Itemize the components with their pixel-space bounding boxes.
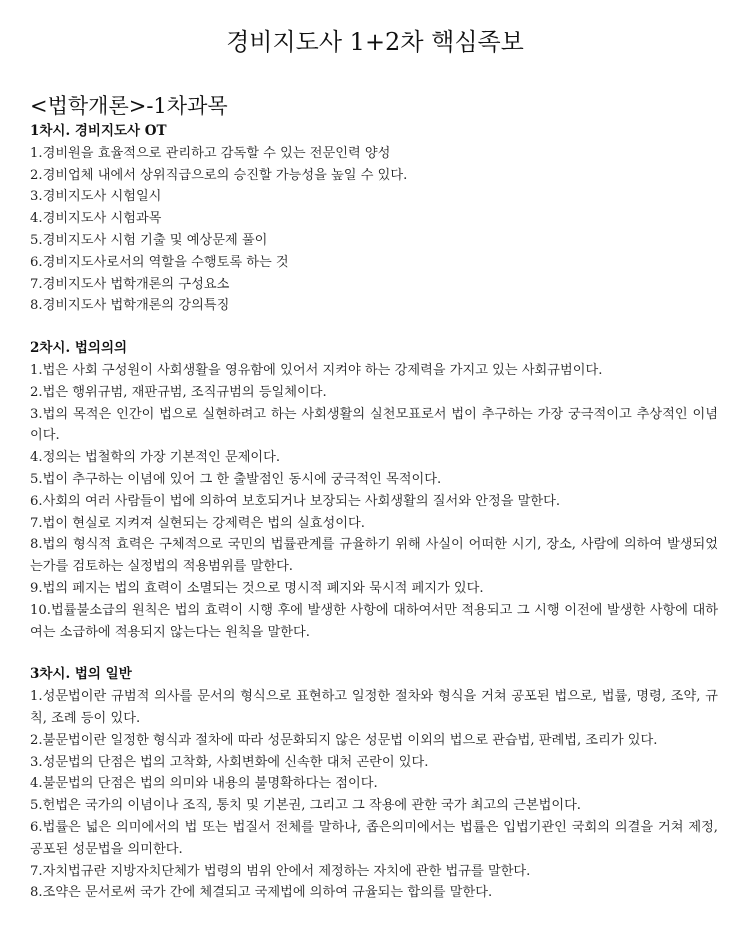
list-item: 7.법이 현실로 지켜져 실현되는 강제력은 법의 실효성이다. [30, 515, 365, 531]
section-2 [30, 338, 718, 643]
list-item: 8.법의 형식적 효력은 구체적으로 국민의 법률관계를 규율하기 위해 사실이 어떠한 시기, 장소, 사람에 의하여 발생되었는가를 검토하는 실정법의 적용범위를 말한다. [30, 537, 718, 575]
list-item: 4.불문법의 단점은 법의 의미와 내용의 불명확하다는 점이다. [30, 776, 378, 792]
subject-heading: <법학개론>-1차과목 [30, 94, 228, 118]
list-item: 10.법률불소급의 원칙은 법의 효력이 시행 후에 발생한 사항에 대하여서만 적용되고 그 시행 이전에 발생한 사항에 대하여는 소급하에 적용되지 않는다는 원칙을 말한다. [30, 602, 718, 640]
list-item: 1.경비원을 효율적으로 관리하고 감독할 수 있는 전문인력 양성 [30, 145, 391, 161]
list-item: 1.법은 사회 구성원이 사회생활을 영유함에 있어서 지켜야 하는 강제력을 가지고 있는 사회규범이다. [30, 362, 603, 378]
list-item: 9.법의 페지는 법의 효력이 소멸되는 것으로 명시적 폐지와 묵시적 페지가 있다. [30, 580, 484, 596]
list-item: 8.경비지도사 법학개론의 강의특징 [30, 298, 230, 314]
section-1 [30, 121, 718, 317]
list-item: 7.경비지도사 법학개론의 구성요소 [30, 276, 230, 292]
list-item: 3.성문법의 단점은 법의 고착화, 사회변화에 신속한 대처 곤란이 있다. [30, 754, 429, 770]
list-item: 7.자치법규란 지방자치단체가 법령의 범위 안에서 제정하는 자치에 관한 법규를 말한다. [30, 863, 531, 879]
list-item: 4.정의는 법철학의 가장 기본적인 문제이다. [30, 450, 281, 466]
list-item: 2.불문법이란 일정한 형식과 절차에 따라 성문화되지 않은 성문법 이외의 법으로 관습법, 판례법, 조리가 있다. [30, 732, 658, 748]
list-item: 1.성문법이란 규범적 의사를 문서의 형식으로 표현하고 일정한 절차와 형식을 거쳐 공포된 법으로, 법률, 명령, 조약, 규칙, 조례 등이 있다. [30, 689, 718, 726]
document-content [30, 121, 718, 925]
document-title: 경비지도사 1+2차 핵심족보 [226, 28, 524, 56]
list-item: 6.경비지도사로서의 역할을 수행토록 하는 것 [30, 254, 289, 270]
section-heading: 1차시. 경비지도사 OT [30, 123, 167, 139]
list-item: 6.법률은 넓은 의미에서의 법 또는 법질서 전체를 말하나, 좁은의미에서는 법률은 입법기관인 국회의 의결을 거쳐 제정, 공포된 성문법을 의미한다. [30, 819, 718, 857]
section-heading: 2차시. 법의의의 [30, 340, 128, 357]
list-item: 8.조약은 문서로써 국가 간에 체결되고 국제법에 의하여 규율되는 합의를 말한다. [30, 885, 493, 901]
list-item: 5.법이 추구하는 이념에 있어 그 한 출발점인 동시에 궁극적인 목적이다. [30, 471, 442, 487]
list-item: 5.경비지도사 시험 기출 및 예상문제 풀이 [30, 232, 268, 248]
list-item: 5.헌법은 국가의 이념이나 조직, 통치 및 기본권, 그리고 그 작용에 관한 국가 최고의 근본법이다. [30, 798, 581, 814]
list-item: 2.경비업체 내에서 상위직급으로의 승진할 가능성을 높일 수 있다. [30, 167, 408, 183]
list-item: 4.경비지도사 시험과목 [30, 211, 162, 227]
list-item: 3.법의 목적은 인간이 법으로 실현하려고 하는 사회생활의 실천모표로서 법이 추구하는 가장 궁극적이고 추상적인 이념이다. [30, 406, 718, 444]
list-item: 2.법은 행위규범, 재판규범, 조직규범의 등일체이다. [30, 384, 327, 400]
list-item: 6.사회의 여러 사람들이 법에 의하여 보호되거나 보장되는 사회생활의 질서와 안정을 말한다. [30, 493, 561, 509]
section-3 [30, 664, 718, 904]
section-heading: 3차시. 법의 일반 [30, 666, 132, 683]
list-item: 3.경비지도사 시험일시 [30, 189, 162, 205]
